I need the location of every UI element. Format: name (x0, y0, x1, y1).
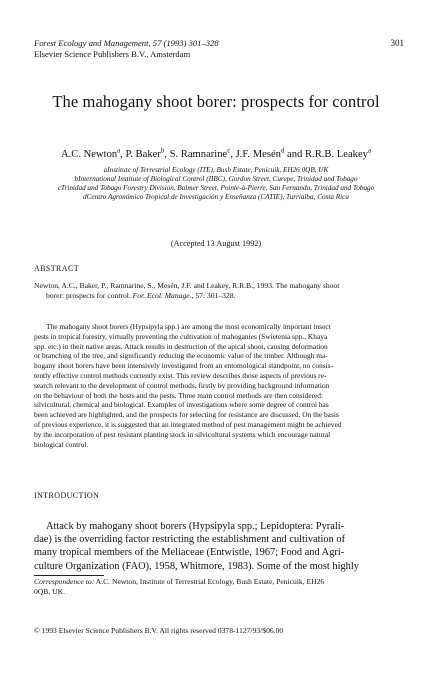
intro-line: many tropical members of the Meliaceae (Entwistle, 1967; Food and Agri- (34, 547, 345, 559)
author-affiliation-mark: d (280, 147, 285, 155)
abstract-line: tently effective control methods currently exist. This review describes those aspects of previous re- (34, 370, 327, 380)
author-name: S. Ramnarine (169, 149, 228, 160)
correspondence-footnote (34, 577, 404, 597)
intro-line: Attack by mahogany shoot borers (Hypsipyla spp.; Lepidoptera: Pyrali- (46, 521, 345, 532)
abstract-line: on the behaviour of both the hosts and the pests. Three main control methods are then considered: (34, 390, 324, 400)
author-name: R.R.B. Leakey (305, 149, 368, 160)
abstract-line: The mahogany shoot borers (Hypsipyla spp.) are among the most economically important insect (46, 322, 331, 331)
introduction-heading: INTRODUCTION (34, 491, 100, 500)
author-name: P. Baker (125, 149, 161, 160)
publisher-line: Elsevier Science Publishers B.V., Amsterdam (34, 49, 191, 59)
author-list: A.C. Newton$^a$, P. Baker$^b$, S. Ramnarine$^c$, J.F. Mesén$^d$ and R.R.B. Leakey$^a$ (60, 147, 372, 160)
author-affiliation-mark: c (227, 147, 231, 155)
author-name: J.F. Mesén (235, 149, 281, 160)
author-affiliation-mark: a (367, 147, 372, 155)
citation-journal: For. Ecol. Manage. (132, 291, 192, 300)
footnote-line (34, 577, 404, 587)
citation-line (34, 291, 394, 301)
affiliation: cTrinidad and Tobago Forestry Division, Balmer Street, Pointe-à-Pierre, San Fernando, Trinidad and Tobago (57, 184, 375, 192)
footnote-rule (34, 575, 104, 576)
footnote-label: Correspondence to: (34, 577, 95, 586)
affiliation: bInternational Institute of Biological Control (IIBC), Gordon Street, Curepe, Trinidad and Tobago (74, 175, 358, 183)
citation-text: borer: prospects for control. (46, 291, 133, 300)
footnote-text: A.C. Newton, Institute of Terrestrial Ecology, Bush Estate, Penicuik, EH26 (94, 577, 325, 586)
intro-line: dae) is the overriding factor restricting the establishment and cultivation of (34, 534, 346, 546)
abstract-line: pests in tropical forestry, virtually preventing the cultivation of mahoganies (Swietenia spp., Khaya (34, 331, 328, 341)
intro-line: culture Organization (FAO), 1958, Whitmore, 1983). Some of the most highly (34, 560, 359, 572)
accepted-date: (Accepted 13 August 1992) (170, 239, 262, 248)
affiliation: aInstitute of Terrestrial Ecology (ITE), Bush Estate, Penicuik, EH26 0QB, UK (103, 166, 329, 174)
introduction-body (34, 520, 404, 573)
abstract-line: been achieved are highlighted, and the prospects for selecting for resistance are discussed. On the basis (34, 410, 339, 420)
abstract-heading: ABSTRACT (34, 264, 79, 273)
abstract-line: spp. etc.) in their native areas. Attack results in destruction of the apical shoot, causing deformation (34, 341, 328, 351)
journal-citation-header: Forest Ecology and Management, 57 (1993) 301–328 (34, 38, 219, 48)
abstract-line: biological control. (34, 439, 89, 449)
abstract-line: of previous experience, it is suggested that an integrated method of pest management might be achieved (34, 419, 342, 429)
copyright-line: © 1993 Elsevier Science Publishers B.V. All rights reserved 0378-1127/93/$06.00 (34, 626, 284, 635)
abstract-line: silvicultural, chemical and biological. Examples of investigations where some degree of control has (34, 400, 329, 410)
page-number: 301 (390, 38, 404, 48)
author-affiliation-mark: b (160, 147, 165, 155)
abstract-line: search relevant to the development of control methods, firstly by providing background information (34, 380, 330, 390)
abstract-citation (34, 281, 394, 301)
abstract-line: by the incorporation of pest resistant planting stock in silvicultural systems which encourage natural (34, 429, 331, 439)
footnote-line: 0QB, UK. (34, 587, 66, 596)
abstract-line: hogany shoot borers have been intensively investigated from an entomological standpoint, no consis- (34, 361, 334, 371)
article-title: The mahogany shoot borer: prospects for control (52, 92, 380, 111)
abstract-body (34, 322, 404, 449)
citation-text: , 57: 301–328. (191, 291, 236, 300)
abstract-line: or branching of the tree, and significantly reducing the economic value of the timber. Although ma- (34, 351, 328, 361)
affiliation: dCentro Agronómico Tropical de Investigación y Enseñanza (CATIE), Turrialba, Costa Rica (83, 193, 349, 201)
citation-line: Newton, A.C., Baker, P., Ramnarine, S., Mesén, J.F. and Leakey, R.R.B., 1993. The mahogany shoot (34, 281, 340, 290)
author-name: A.C. Newton (60, 149, 118, 160)
author-affiliation-mark: a (117, 147, 121, 155)
